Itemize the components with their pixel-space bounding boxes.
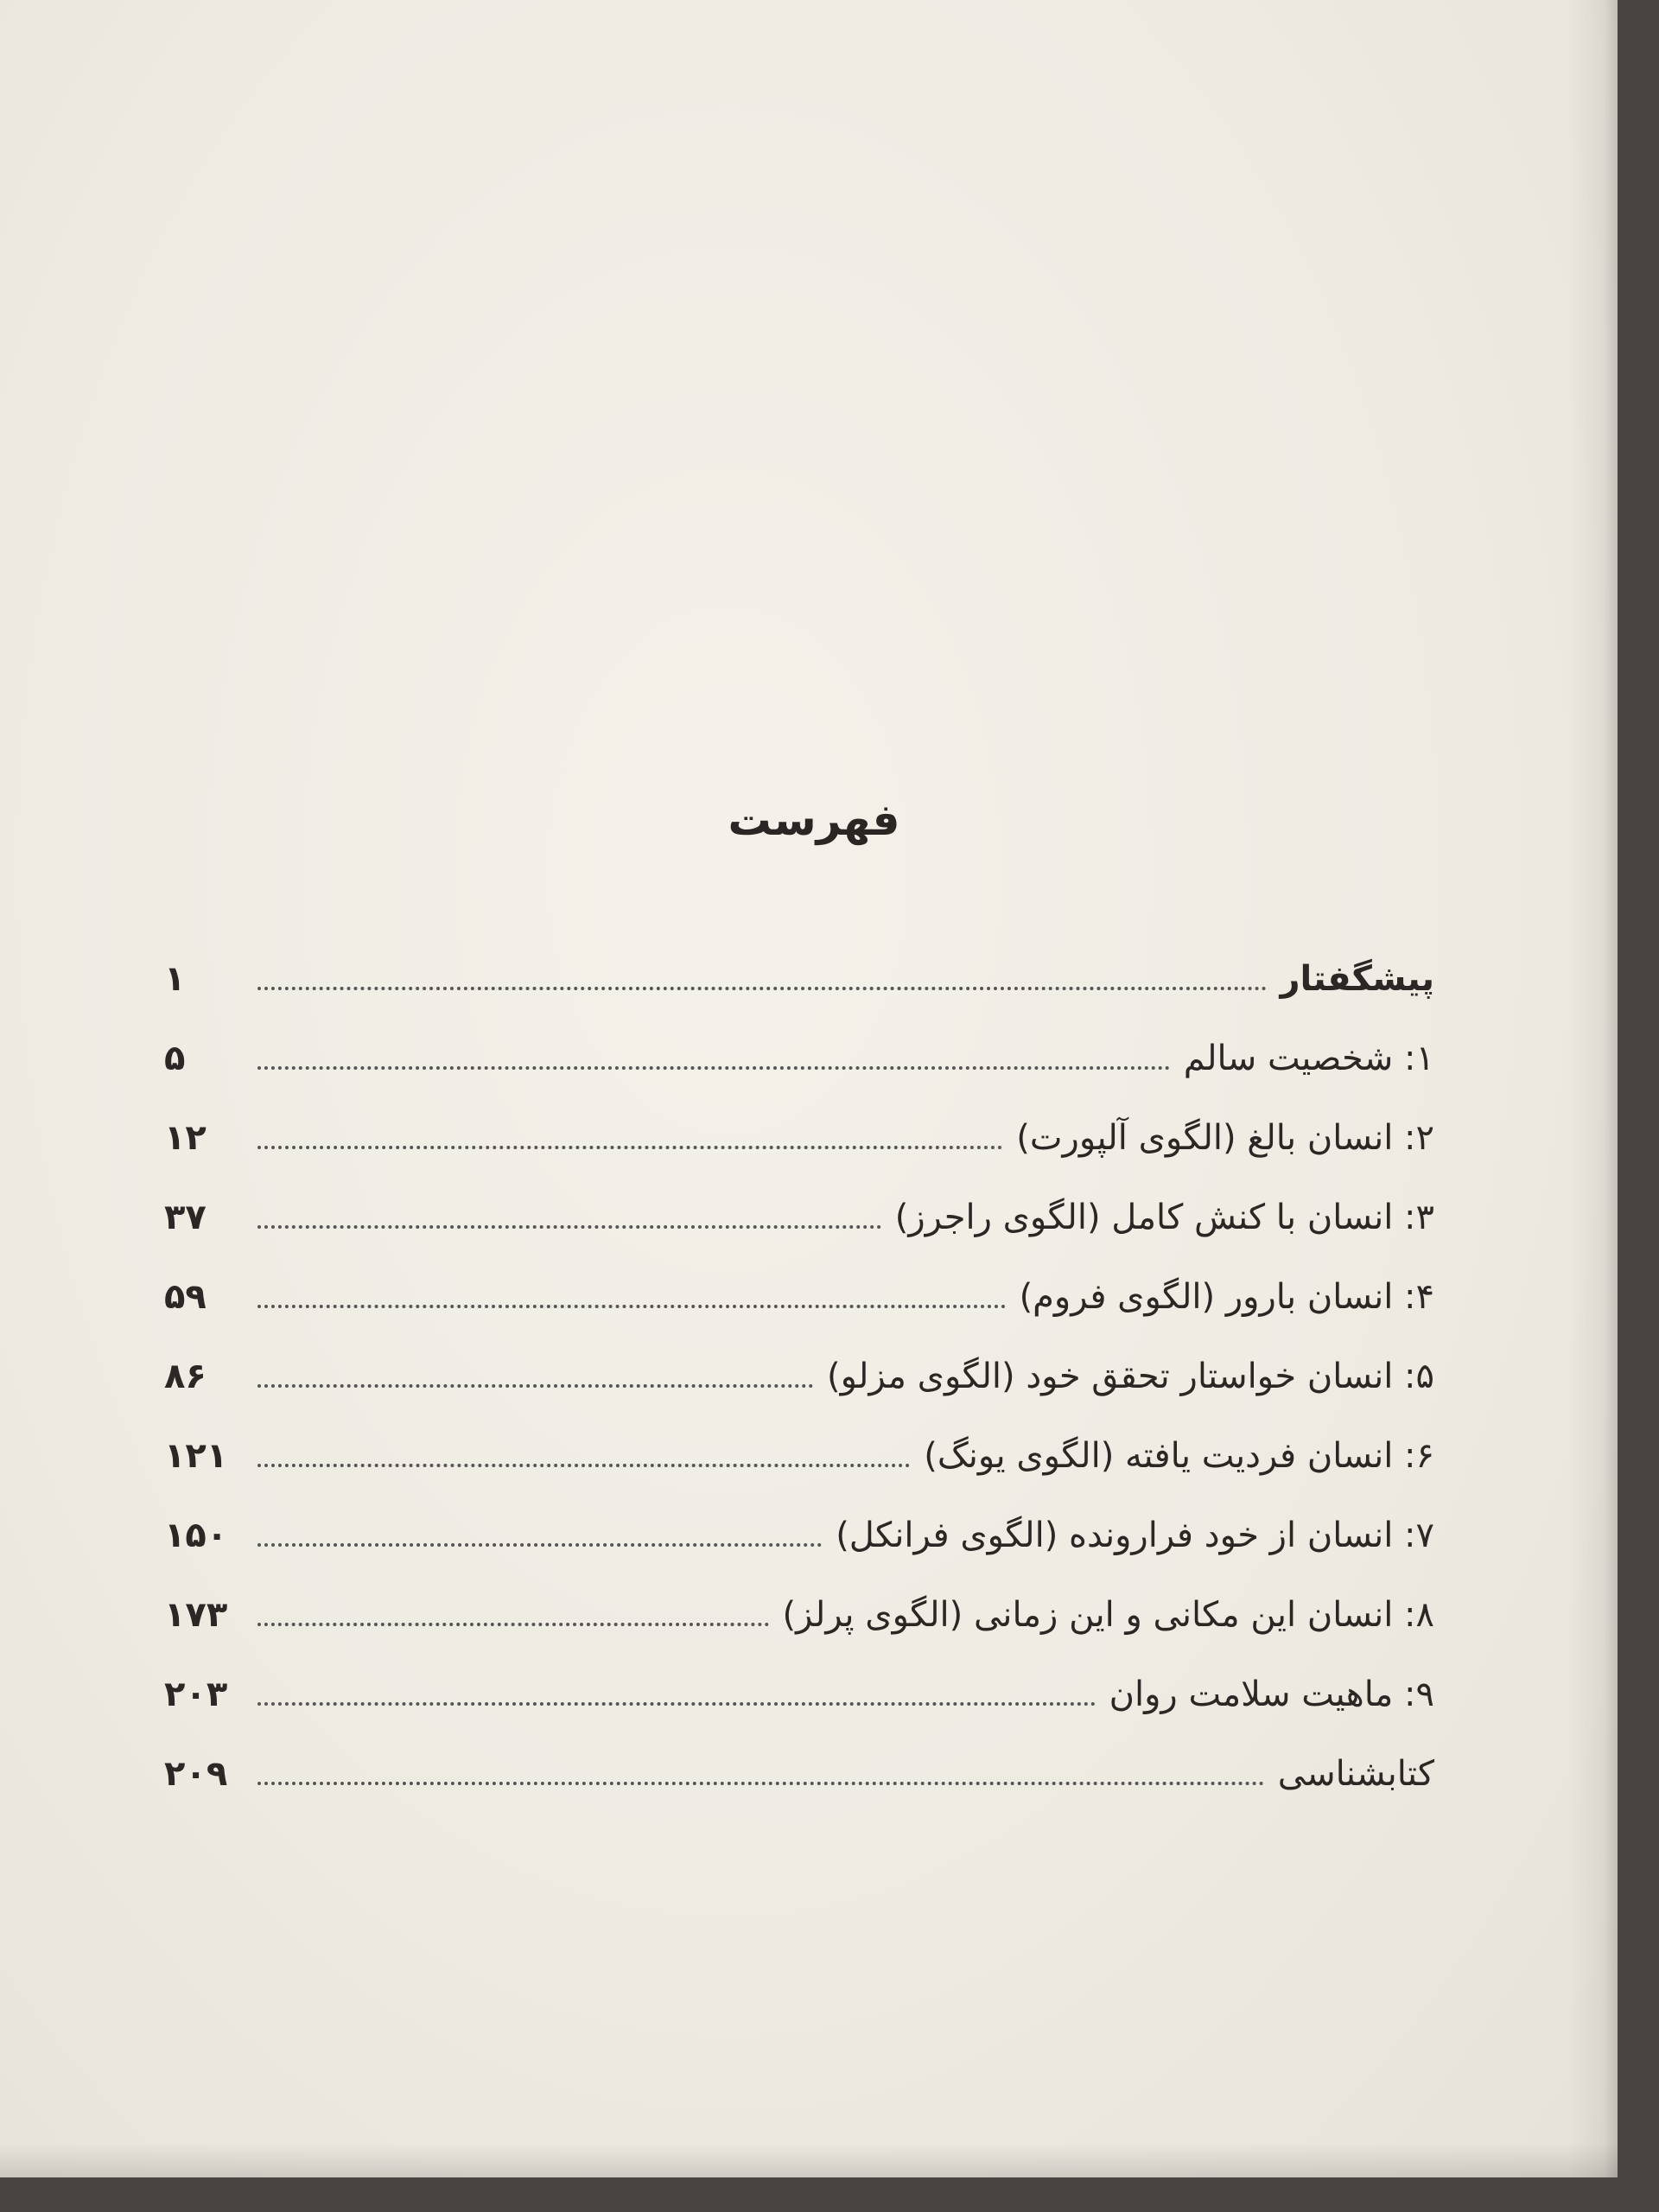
toc-entry-chapter-4	[164, 1277, 1434, 1357]
toc-entry-chapter-5	[164, 1357, 1434, 1436]
dot-leader	[257, 1542, 822, 1547]
toc-entry-page-number: ۸۶	[164, 1357, 207, 1396]
page-bottom-shadow	[0, 2143, 1618, 2177]
dot-leader	[257, 1304, 1006, 1308]
toc-entry-preface	[164, 959, 1434, 1039]
table-of-contents	[164, 959, 1434, 1834]
dot-leader	[257, 986, 1267, 990]
toc-entry-bibliography	[164, 1754, 1434, 1834]
toc-entry-label: ۸: انسان این مکانی و این زمانی (الگوی پرلز)	[782, 1595, 1434, 1635]
toc-entry-chapter-1	[164, 1039, 1434, 1118]
toc-entry-chapter-9	[164, 1675, 1434, 1754]
toc-entry-chapter-2	[164, 1118, 1434, 1198]
page-edge-shadow	[1567, 0, 1618, 2177]
toc-entry-page-number: ۱۷۳	[164, 1595, 228, 1635]
toc-entry-label: ۹: ماهیت سلامت روان	[1109, 1675, 1434, 1714]
dot-leader	[257, 1224, 881, 1229]
dot-leader	[257, 1463, 910, 1467]
toc-entry-label: ۳: انسان با کنش کامل (الگوی راجرز)	[894, 1198, 1434, 1237]
toc-entry-page-number: ۱	[164, 959, 186, 999]
toc-entry-chapter-8	[164, 1595, 1434, 1675]
toc-entry-chapter-3	[164, 1198, 1434, 1277]
toc-entry-label: ۱: شخصیت سالم	[1183, 1039, 1434, 1078]
dot-leader	[257, 1622, 769, 1626]
toc-entry-label: ۵: انسان خواستار تحقق خود (الگوی مزلو)	[826, 1357, 1434, 1396]
toc-entry-page-number: ۲۰۳	[164, 1675, 228, 1714]
toc-entry-page-number: ۵۹	[164, 1277, 207, 1317]
toc-title-text: فهرست	[728, 795, 900, 845]
page-title	[0, 795, 1618, 845]
dot-leader	[257, 1065, 1170, 1070]
toc-entry-page-number: ۱۵۰	[164, 1516, 228, 1555]
toc-entry-chapter-6	[164, 1436, 1434, 1516]
dot-leader	[257, 1383, 813, 1388]
dot-leader	[257, 1145, 1002, 1149]
toc-entry-page-number: ۲۰۹	[164, 1754, 228, 1794]
toc-entry-page-number: ۵	[164, 1039, 186, 1078]
toc-entry-page-number: ۳۷	[164, 1198, 207, 1237]
toc-entry-page-number: ۱۲۱	[164, 1436, 228, 1476]
toc-entry-label: ۶: انسان فردیت یافته (الگوی یونگ)	[924, 1436, 1434, 1476]
toc-entry-chapter-7	[164, 1516, 1434, 1595]
toc-entry-page-number: ۱۲	[164, 1118, 207, 1158]
dot-leader	[257, 1781, 1264, 1785]
toc-entry-label: پیشگفتار	[1280, 959, 1434, 999]
toc-entry-label: کتابشناسی	[1277, 1754, 1434, 1794]
dot-leader	[257, 1701, 1096, 1706]
toc-entry-label: ۴: انسان بارور (الگوی فروم)	[1019, 1277, 1434, 1317]
toc-entry-label: ۷: انسان از خود فرارونده (الگوی فرانکل)	[836, 1516, 1434, 1555]
toc-entry-label: ۲: انسان بالغ (الگوی آلپورت)	[1016, 1118, 1434, 1158]
